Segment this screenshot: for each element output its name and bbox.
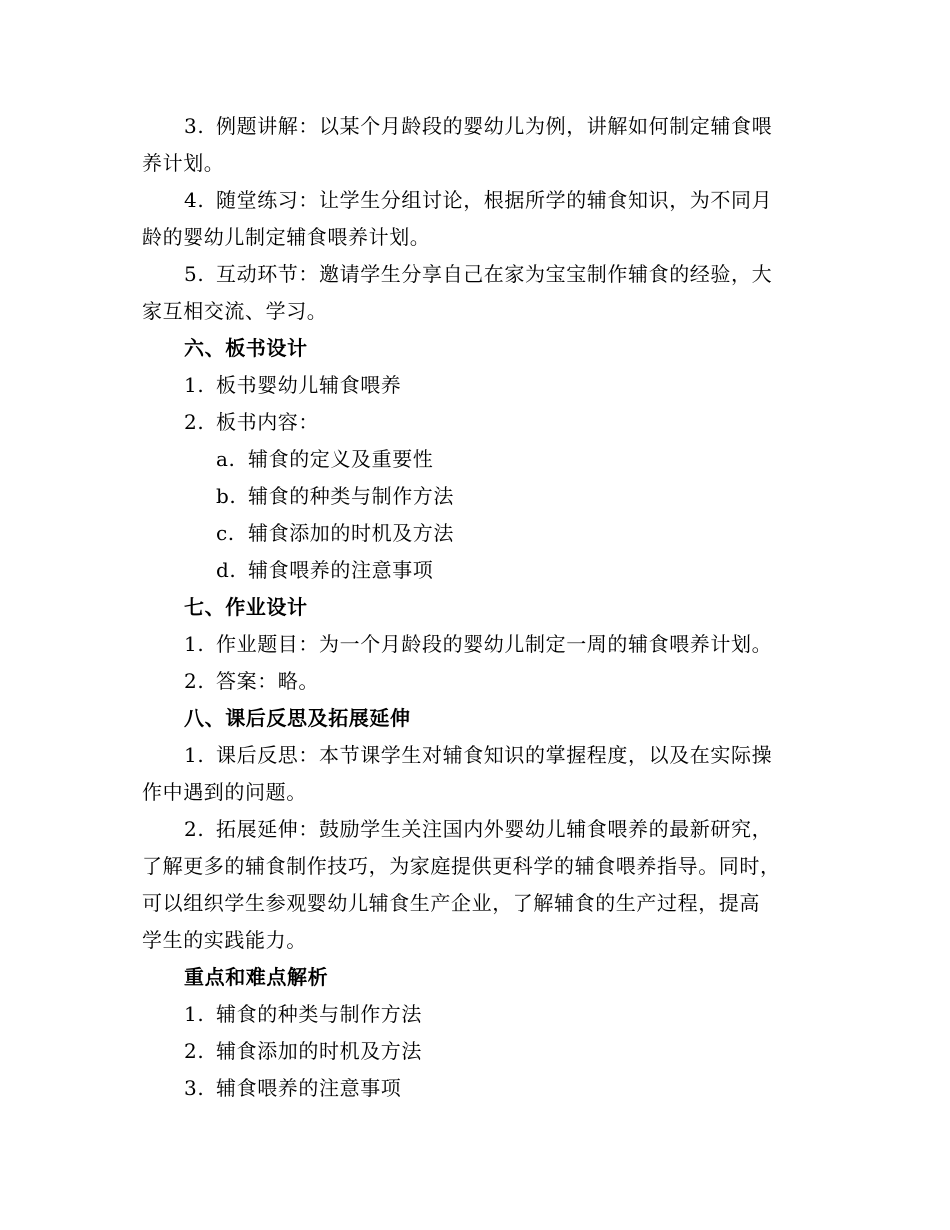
list-text: 辅食喂养的注意事项	[216, 1076, 402, 1100]
list-number: 3.	[184, 114, 205, 138]
list-number: 5.	[184, 262, 205, 286]
sublist-text: 辅食的种类与制作方法	[248, 484, 454, 508]
sublist-text: 辅食的定义及重要性	[248, 447, 434, 471]
sublist-text: 辅食喂养的注意事项	[248, 558, 434, 582]
section-heading-homework: 七、作业设计	[184, 595, 308, 619]
list-item-5-line1	[142, 256, 808, 293]
list-item-5-line2: 家互相交流、学习。	[142, 299, 328, 323]
reflection-item-2-line1	[142, 811, 808, 848]
list-text: 课后反思：本节课学生对辅食知识的掌握程度，以及在实际操	[216, 743, 773, 767]
list-text: 板书婴幼儿辅食喂养	[216, 373, 402, 397]
board-item-1	[142, 367, 808, 404]
list-text: 随堂练习：让学生分组讨论，根据所学的辅食知识，为不同月	[216, 188, 773, 212]
list-number: 1.	[184, 632, 205, 656]
homework-item-2	[142, 663, 808, 700]
list-item-4-line1	[142, 182, 808, 219]
homework-item-1	[142, 626, 808, 663]
list-text: 例题讲解：以某个月龄段的婴幼儿为例，讲解如何制定辅食喂	[216, 114, 773, 138]
list-item-3-line2: 养计划。	[142, 151, 225, 175]
key-item-1	[142, 996, 808, 1033]
section-heading-reflection: 八、课后反思及拓展延伸	[184, 706, 411, 730]
list-item-3-line1	[142, 108, 808, 145]
board-subitem-d	[142, 552, 808, 589]
sublist-letter: c.	[216, 521, 235, 545]
list-text: 作业题目：为一个月龄段的婴幼儿制定一周的辅食喂养计划。	[216, 632, 773, 656]
reflection-item-2-line2: 了解更多的辅食制作技巧，为家庭提供更科学的辅食喂养指导。同时，	[142, 854, 781, 878]
sublist-letter: b.	[216, 484, 237, 508]
document-page	[142, 108, 808, 1107]
reflection-item-1-line2: 作中遇到的问题。	[142, 780, 307, 804]
list-number: 1.	[184, 743, 205, 767]
list-text: 互动环节：邀请学生分享自己在家为宝宝制作辅食的经验，大	[216, 262, 773, 286]
list-number: 2.	[184, 410, 205, 434]
list-item-4-line2: 龄的婴幼儿制定辅食喂养计划。	[142, 225, 431, 249]
sublist-letter: a.	[216, 447, 236, 471]
board-subitem-b	[142, 478, 808, 515]
reflection-item-1-line1	[142, 737, 808, 774]
list-number: 3.	[184, 1076, 205, 1100]
key-item-2	[142, 1033, 808, 1070]
list-number: 4.	[184, 188, 205, 212]
reflection-item-2-line4: 学生的实践能力。	[142, 928, 307, 952]
list-number: 1.	[184, 1002, 205, 1026]
board-subitem-c	[142, 515, 808, 552]
section-heading-key-points: 重点和难点解析	[184, 965, 329, 989]
list-text: 辅食的种类与制作方法	[216, 1002, 422, 1026]
list-text: 拓展延伸：鼓励学生关注国内外婴幼儿辅食喂养的最新研究，	[216, 817, 773, 841]
list-number: 2.	[184, 669, 205, 693]
list-text: 辅食添加的时机及方法	[216, 1039, 422, 1063]
list-number: 1.	[184, 373, 205, 397]
board-item-2	[142, 404, 808, 441]
sublist-letter: d.	[216, 558, 237, 582]
list-number: 2.	[184, 1039, 205, 1063]
list-text: 答案：略。	[216, 669, 319, 693]
list-text: 板书内容：	[216, 410, 319, 434]
key-item-3	[142, 1070, 808, 1107]
reflection-item-2-line3: 可以组织学生参观婴幼儿辅食生产企业，了解辅食的生产过程，提高	[142, 891, 760, 915]
sublist-text: 辅食添加的时机及方法	[248, 521, 454, 545]
section-heading-board-design: 六、板书设计	[184, 336, 308, 360]
board-subitem-a	[142, 441, 808, 478]
list-number: 2.	[184, 817, 205, 841]
